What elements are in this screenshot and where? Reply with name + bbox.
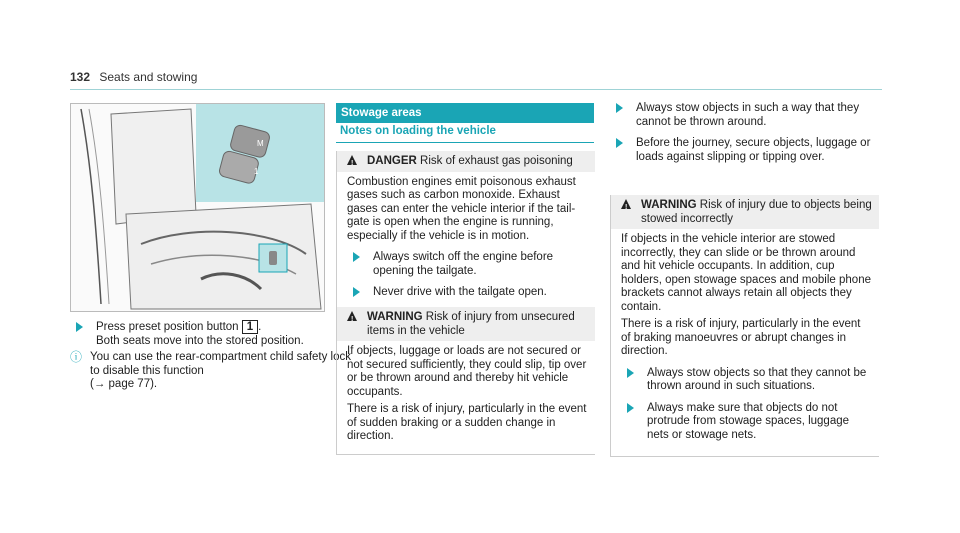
warning-body <box>611 229 879 456</box>
info-icon: ⓘ <box>70 350 83 364</box>
info-text: You can use the rear-compartment child safety lock to disable this function <box>90 351 352 377</box>
warning-heading <box>611 195 879 229</box>
danger-title: Risk of exhaust gas poisoning <box>420 155 573 167</box>
subsection-rule <box>336 142 594 143</box>
step-press-button <box>70 321 356 348</box>
danger-box <box>336 151 595 315</box>
warning-label: WARNING <box>641 199 697 211</box>
danger-bullet <box>347 286 589 300</box>
warning-heading <box>337 307 595 341</box>
page-header <box>70 70 197 84</box>
bullet-arrow-icon <box>353 287 360 297</box>
door-panel-illustration <box>71 104 324 311</box>
section-title-bar: Stowage areas <box>336 103 594 123</box>
door-panel-figure <box>70 103 325 312</box>
button-m-label: M <box>257 139 264 148</box>
warning-title: Risk of injury due to objects being stowed incorrectly <box>641 199 872 225</box>
bullet-arrow-icon <box>627 368 634 378</box>
button-1-label: 1 <box>254 167 259 176</box>
warning-bullet-text: Always stow objects so that they cannot be thrown around in such situations. <box>647 366 867 392</box>
warning-triangle-icon: ! <box>621 199 631 209</box>
warning-bullet-text: Always make sure that objects do not protrude from stowage spaces, luggage nets or stowage nets. <box>647 401 850 441</box>
danger-triangle-icon: ! <box>347 155 357 165</box>
warning-body <box>337 341 595 454</box>
warning-title: Risk of injury from unsecured items in the vehicle <box>367 311 575 337</box>
danger-bullet <box>347 251 589 278</box>
warning-text-2: There is a risk of injury, particularly in the event of braking manoeuvres or abrupt changes in direction. <box>621 318 861 357</box>
warning-label: WARNING <box>367 311 423 323</box>
danger-text: Combustion engines emit poisonous exhaust gases such as carbon monoxide. Exhaust gases can enter the vehicle interior if the tail-gate is open when the engine is running, especially if the vehicle is in motion. <box>347 175 576 242</box>
warning-box-unsecured <box>336 307 595 455</box>
right-top-bullets <box>610 102 880 164</box>
bullet-arrow-icon <box>353 252 360 262</box>
bullet-arrow-icon <box>616 138 623 148</box>
warning-text-1: If objects in the vehicle interior are stowed incorrectly, they can slide or be thrown around and hit vehicle occupants. In addition, cup holders, open stowage spaces and mobile phone brackets cannot always retain all objects they contain. <box>621 233 871 313</box>
danger-body <box>337 172 595 314</box>
page-number: 132 <box>70 70 91 84</box>
warning-text-2: There is a risk of injury, particularly in the event of sudden braking or a sudden change in direction. <box>347 403 587 442</box>
danger-bullet-text: Always switch off the engine before opening the tailgate. <box>373 251 554 277</box>
section-name: Seats and stowing <box>99 70 198 84</box>
bullet-arrow-icon <box>616 103 623 113</box>
step-text-line2: Both seats move into the stored position. <box>96 334 304 347</box>
warning-triangle-icon: ! <box>347 311 357 321</box>
list-item-text: Before the journey, secure objects, luggage or loads against slipping or tipping over. <box>636 137 871 163</box>
info-note <box>70 351 352 392</box>
danger-bullet-text: Never drive with the tailgate open. <box>373 286 547 298</box>
warning-box-stowed <box>610 195 879 457</box>
bullet-arrow-icon <box>627 403 634 413</box>
step-arrow-icon <box>76 322 83 332</box>
list-item-text: Always stow objects in such a way that they cannot be thrown around. <box>636 102 860 128</box>
warning-bullet <box>621 402 873 443</box>
step-period: . <box>258 321 262 333</box>
list-item <box>610 137 880 164</box>
info-page-ref[interactable]: (→ page 77). <box>90 378 158 390</box>
danger-heading <box>337 151 595 172</box>
list-item <box>610 102 880 129</box>
header-rule <box>70 89 882 90</box>
subsection-title: Notes on loading the vehicle <box>340 125 496 137</box>
danger-label: DANGER <box>367 155 417 167</box>
warning-bullet <box>621 367 873 394</box>
step-text-line1: Press preset position button <box>96 321 239 333</box>
preset-key-icon: 1 <box>242 320 258 334</box>
warning-text-1: If objects, luggage or loads are not secured or not secured sufficiently, they could slip, tip over or be thrown around and thereby hit vehicle occupants. <box>347 345 587 398</box>
